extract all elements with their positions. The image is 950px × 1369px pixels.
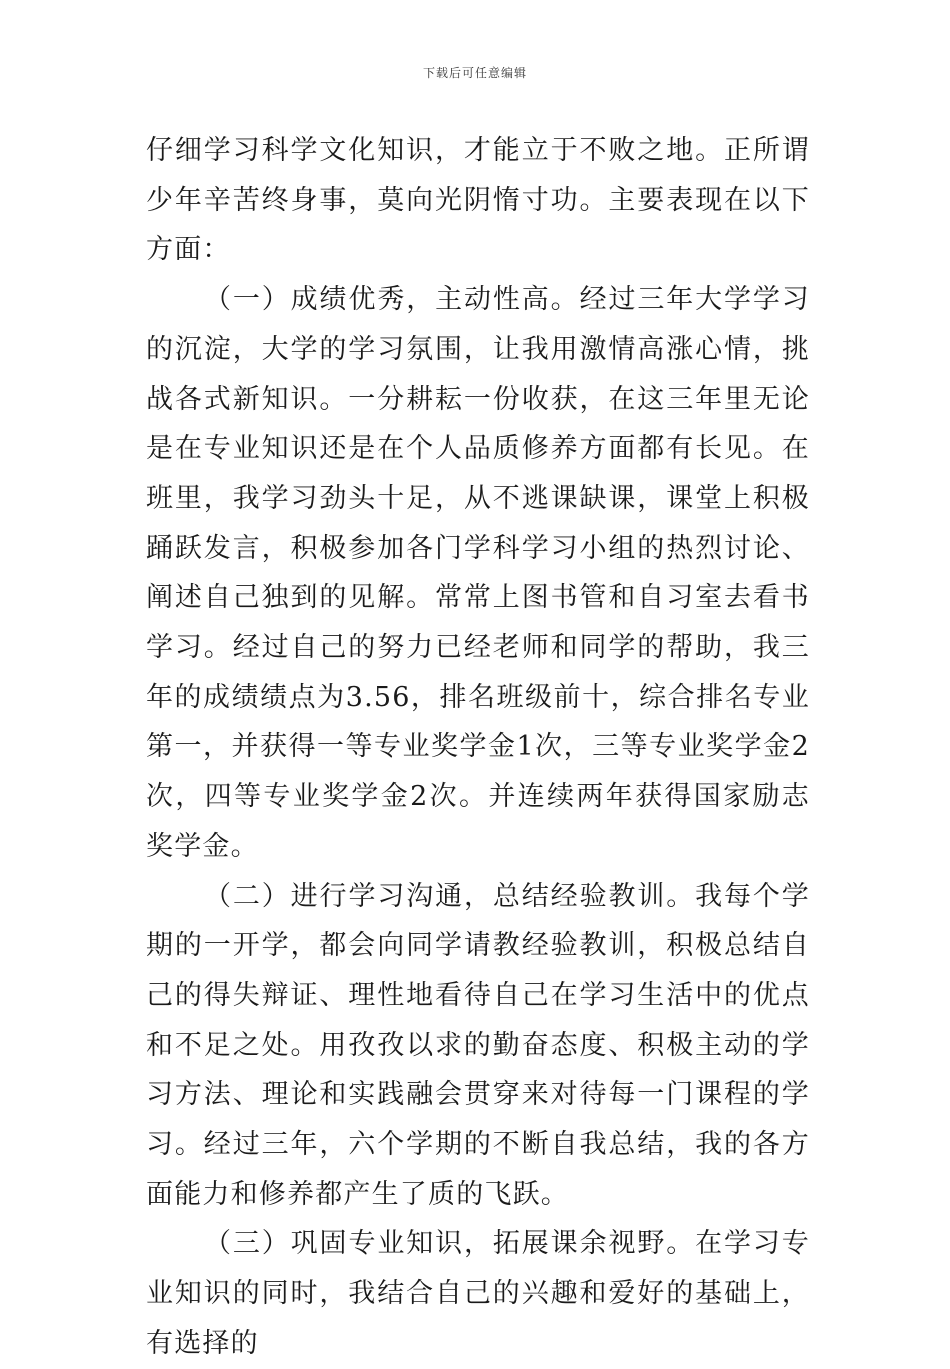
page-header: 下载后可任意编辑 xyxy=(422,66,527,80)
paragraph-section-3: （三）巩固专业知识，拓展课余视野。在学习专业知识的同时，我结合自己的兴趣和爱好的基础上，有选择的 xyxy=(146,1228,810,1359)
document-body xyxy=(146,126,810,1369)
paragraph-section-2: （二）进行学习沟通，总结经验教训。我每个学期的一开学，都会向同学请教经验教训，积极总结自己的得失辩证、理性地看待自己在学习生活中的优点和不足之处。用孜孜以求的勤奋态度、积极主动的学习方法、理论和实践融会贯穿来对待每一门课程的学习。经过三年，六个学期的不断自我总结，我的各方面能力和修养都产生了质的飞跃。 xyxy=(146,880,810,1210)
paragraph-section-1: （一）成绩优秀，主动性高。经过三年大学学习的沉淀，大学的学习氛围，让我用激情高涨心情，挑战各式新知识。一分耕耘一份收获，在这三年里无论是在专业知识还是在个人品质修养方面都有长见。在班里，我学习劲头十足，从不逃课缺课，课堂上积极踊跃发言，积极参加各门学科学习小组的热烈讨论、阐述自己独到的见解。常常上图书管和自习室去看书学习。经过自己的努力已经老师和同学的帮助，我三年的成绩绩点为3.56，排名班级前十，综合排名专业第一，并获得一等专业奖学金1次，三等专业奖学金2次，四等专业奖学金2次。并连续两年获得国家励志奖学金。 xyxy=(146,284,810,862)
paragraph-continuation: 仔细学习科学文化知识，才能立于不败之地。正所谓少年辛苦终身事，莫向光阴惰寸功。主要表现在以下方面： xyxy=(146,135,810,266)
